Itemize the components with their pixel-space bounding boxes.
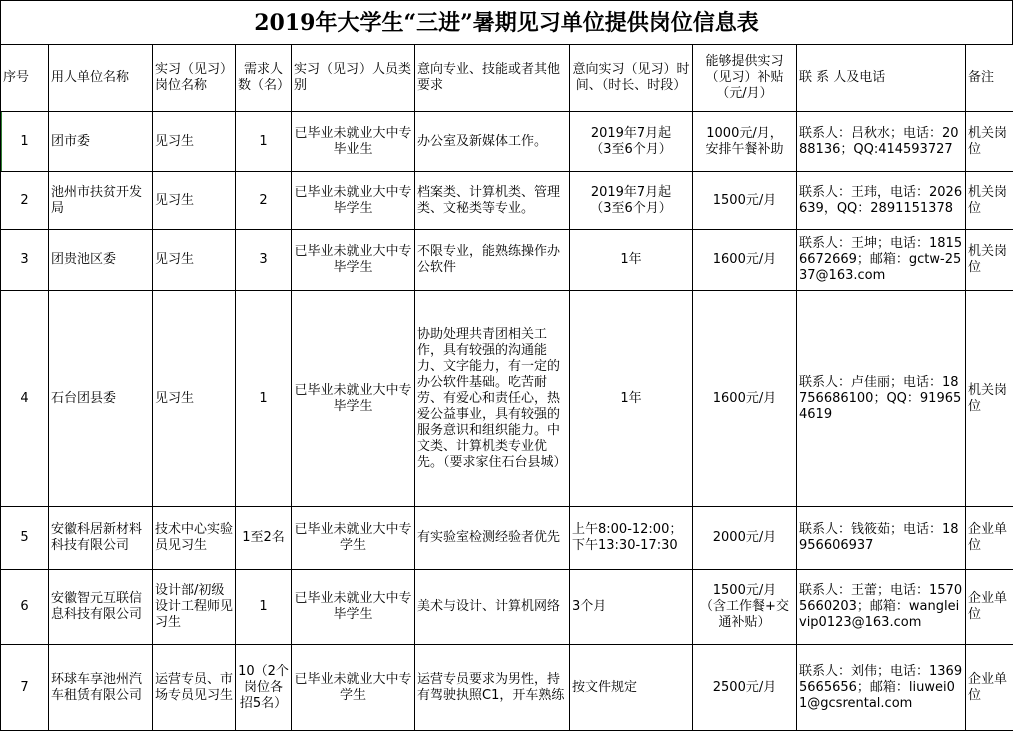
cell-count[interactable]: 1: [236, 291, 292, 507]
cell-category[interactable]: 已毕业未就业大中专学生: [292, 645, 415, 731]
cell-subsidy[interactable]: 2500元/月: [693, 645, 797, 731]
cell-contact[interactable]: 联系人：王蕾；电话：15705660203；邮箱：wangleivip0123@163.com: [797, 570, 966, 645]
cell-category[interactable]: 已毕业未就业大中专毕学生: [292, 172, 415, 230]
cell-subsidy[interactable]: 2000元/月: [693, 507, 797, 570]
cell-seq[interactable]: 4: [1, 291, 49, 507]
table-row: [1, 507, 1013, 570]
cell-period[interactable]: 1年: [570, 230, 693, 291]
positions-table: [0, 44, 1013, 731]
header-count: 需求人数（名）: [236, 45, 292, 112]
cell-remark[interactable]: 机关岗位: [966, 291, 1013, 507]
cell-seq[interactable]: 2: [1, 172, 49, 230]
table-row: [1, 291, 1013, 507]
cell-subsidy[interactable]: 1000元/月， 安排午餐补助: [693, 112, 797, 172]
cell-unit[interactable]: 团市委: [49, 112, 153, 172]
cell-contact[interactable]: 联系人：吕秋水；电话：2088136；QQ:414593727: [797, 112, 966, 172]
cell-remark[interactable]: 机关岗位: [966, 230, 1013, 291]
cell-seq[interactable]: 6: [1, 570, 49, 645]
cell-contact[interactable]: 联系人：王坤；电话：18156672669；邮箱：gctw-2537@163.com: [797, 230, 966, 291]
cell-post[interactable]: 技术中心实验员见习生: [153, 507, 236, 570]
cell-contact[interactable]: 联系人：钱筱茹；电话：18956606937: [797, 507, 966, 570]
cell-count[interactable]: 1: [236, 112, 292, 172]
header-post: 实习（见习）岗位名称: [153, 45, 236, 112]
cell-count[interactable]: 1至2名: [236, 507, 292, 570]
cell-period[interactable]: 3个月: [570, 570, 693, 645]
table-row: [1, 645, 1013, 731]
cell-post[interactable]: 见习生: [153, 112, 236, 172]
cell-unit[interactable]: 石台团县委: [49, 291, 153, 507]
cell-contact[interactable]: 联系人：卢佳丽；电话：18756686100；QQ：919654619: [797, 291, 966, 507]
cell-period[interactable]: 上午8:00-12:00；下午13:30-17:30: [570, 507, 693, 570]
cell-requirements[interactable]: 运营专员要求为男性，持有驾驶执照C1，开车熟练: [415, 645, 570, 731]
cell-seq[interactable]: 1: [1, 112, 49, 172]
cell-subsidy[interactable]: 1500元/月 （含工作餐+交通补贴）: [693, 570, 797, 645]
header-contact: 联 系 人及电话: [797, 45, 966, 112]
cell-category[interactable]: 已毕业未就业大中专学生: [292, 507, 415, 570]
cell-requirements[interactable]: 美术与设计、计算机网络: [415, 570, 570, 645]
cell-remark[interactable]: 企业单位: [966, 507, 1013, 570]
cell-post[interactable]: 设计部/初级设计工程师见习生: [153, 570, 236, 645]
header-subsidy: 能够提供实习（见习）补贴（元/月）: [693, 45, 797, 112]
cell-subsidy[interactable]: 1500元/月: [693, 172, 797, 230]
header-period: 意向实习（见习）时间、（时长、时段）: [570, 45, 693, 112]
cell-contact[interactable]: 联系人：王玮，电话：2026639，QQ：2891151378: [797, 172, 966, 230]
table-row: [1, 112, 1013, 172]
cell-unit[interactable]: 安徽智元互联信息科技有限公司: [49, 570, 153, 645]
cell-period[interactable]: 2019年7月起 （3至6个月）: [570, 112, 693, 172]
cell-seq[interactable]: 5: [1, 507, 49, 570]
cell-post[interactable]: 见习生: [153, 291, 236, 507]
cell-post[interactable]: 运营专员、市场专员见习生: [153, 645, 236, 731]
cell-category[interactable]: 已毕业未就业大中专毕业生: [292, 112, 415, 172]
cell-period[interactable]: 2019年7月起 （3至6个月）: [570, 172, 693, 230]
header-remark: 备注: [966, 45, 1013, 112]
cell-period[interactable]: 1年: [570, 291, 693, 507]
cell-unit[interactable]: 池州市扶贫开发局: [49, 172, 153, 230]
cell-requirements[interactable]: 不限专业，能熟练操作办公软件: [415, 230, 570, 291]
cell-subsidy[interactable]: 1600元/月: [693, 291, 797, 507]
cell-unit[interactable]: 团贵池区委: [49, 230, 153, 291]
cell-subsidy[interactable]: 1600元/月: [693, 230, 797, 291]
table-row: [1, 570, 1013, 645]
cell-requirements[interactable]: 档案类、计算机类、管理类、文秘类等专业。: [415, 172, 570, 230]
cell-requirements[interactable]: 办公室及新媒体工作。: [415, 112, 570, 172]
cell-unit[interactable]: 安徽科居新材料科技有限公司: [49, 507, 153, 570]
cell-count[interactable]: 3: [236, 230, 292, 291]
cell-remark[interactable]: 机关岗位: [966, 172, 1013, 230]
cell-remark[interactable]: 企业单位: [966, 570, 1013, 645]
cell-post[interactable]: 见习生: [153, 230, 236, 291]
cell-count[interactable]: 1: [236, 570, 292, 645]
header-requirements: 意向专业、技能或者其他要求: [415, 45, 570, 112]
cell-remark[interactable]: 企业单位: [966, 645, 1013, 731]
cell-contact[interactable]: 联系人：刘伟；电话：13695665656；邮箱：liuwei01@gcsrental.com: [797, 645, 966, 731]
header-seq: 序号: [1, 45, 49, 112]
cell-seq[interactable]: 7: [1, 645, 49, 731]
cell-requirements[interactable]: 有实验室检测经验者优先: [415, 507, 570, 570]
cell-unit[interactable]: 环球车享池州汽车租赁有限公司: [49, 645, 153, 731]
header-row: [1, 45, 1013, 112]
table-row: [1, 172, 1013, 230]
header-unit: 用人单位名称: [49, 45, 153, 112]
cell-category[interactable]: 已毕业未就业大中专毕学生: [292, 230, 415, 291]
cell-count[interactable]: 2: [236, 172, 292, 230]
cell-count[interactable]: 10（2个岗位各招5名）: [236, 645, 292, 731]
cell-category[interactable]: 已毕业未就业大中专毕学生: [292, 570, 415, 645]
table-row: [1, 230, 1013, 291]
cell-category[interactable]: 已毕业未就业大中专毕学生: [292, 291, 415, 507]
cell-seq[interactable]: 3: [1, 230, 49, 291]
header-category: 实习（见习）人员类别: [292, 45, 415, 112]
cell-requirements[interactable]: 协助处理共青团相关工作，具有较强的沟通能力、文字能力，有一定的办公软件基础。吃苦耐劳、有爱心和责任心，热爱公益事业，具有较强的服务意识和组织能力。中文类、计算机类专业优先。（要求家住石台县城）: [415, 291, 570, 507]
table-title: 2019年大学生“三进”暑期见习单位提供岗位信息表: [0, 0, 1013, 44]
cell-post[interactable]: 见习生: [153, 172, 236, 230]
cell-remark[interactable]: 机关岗位: [966, 112, 1013, 172]
cell-period[interactable]: 按文件规定: [570, 645, 693, 731]
